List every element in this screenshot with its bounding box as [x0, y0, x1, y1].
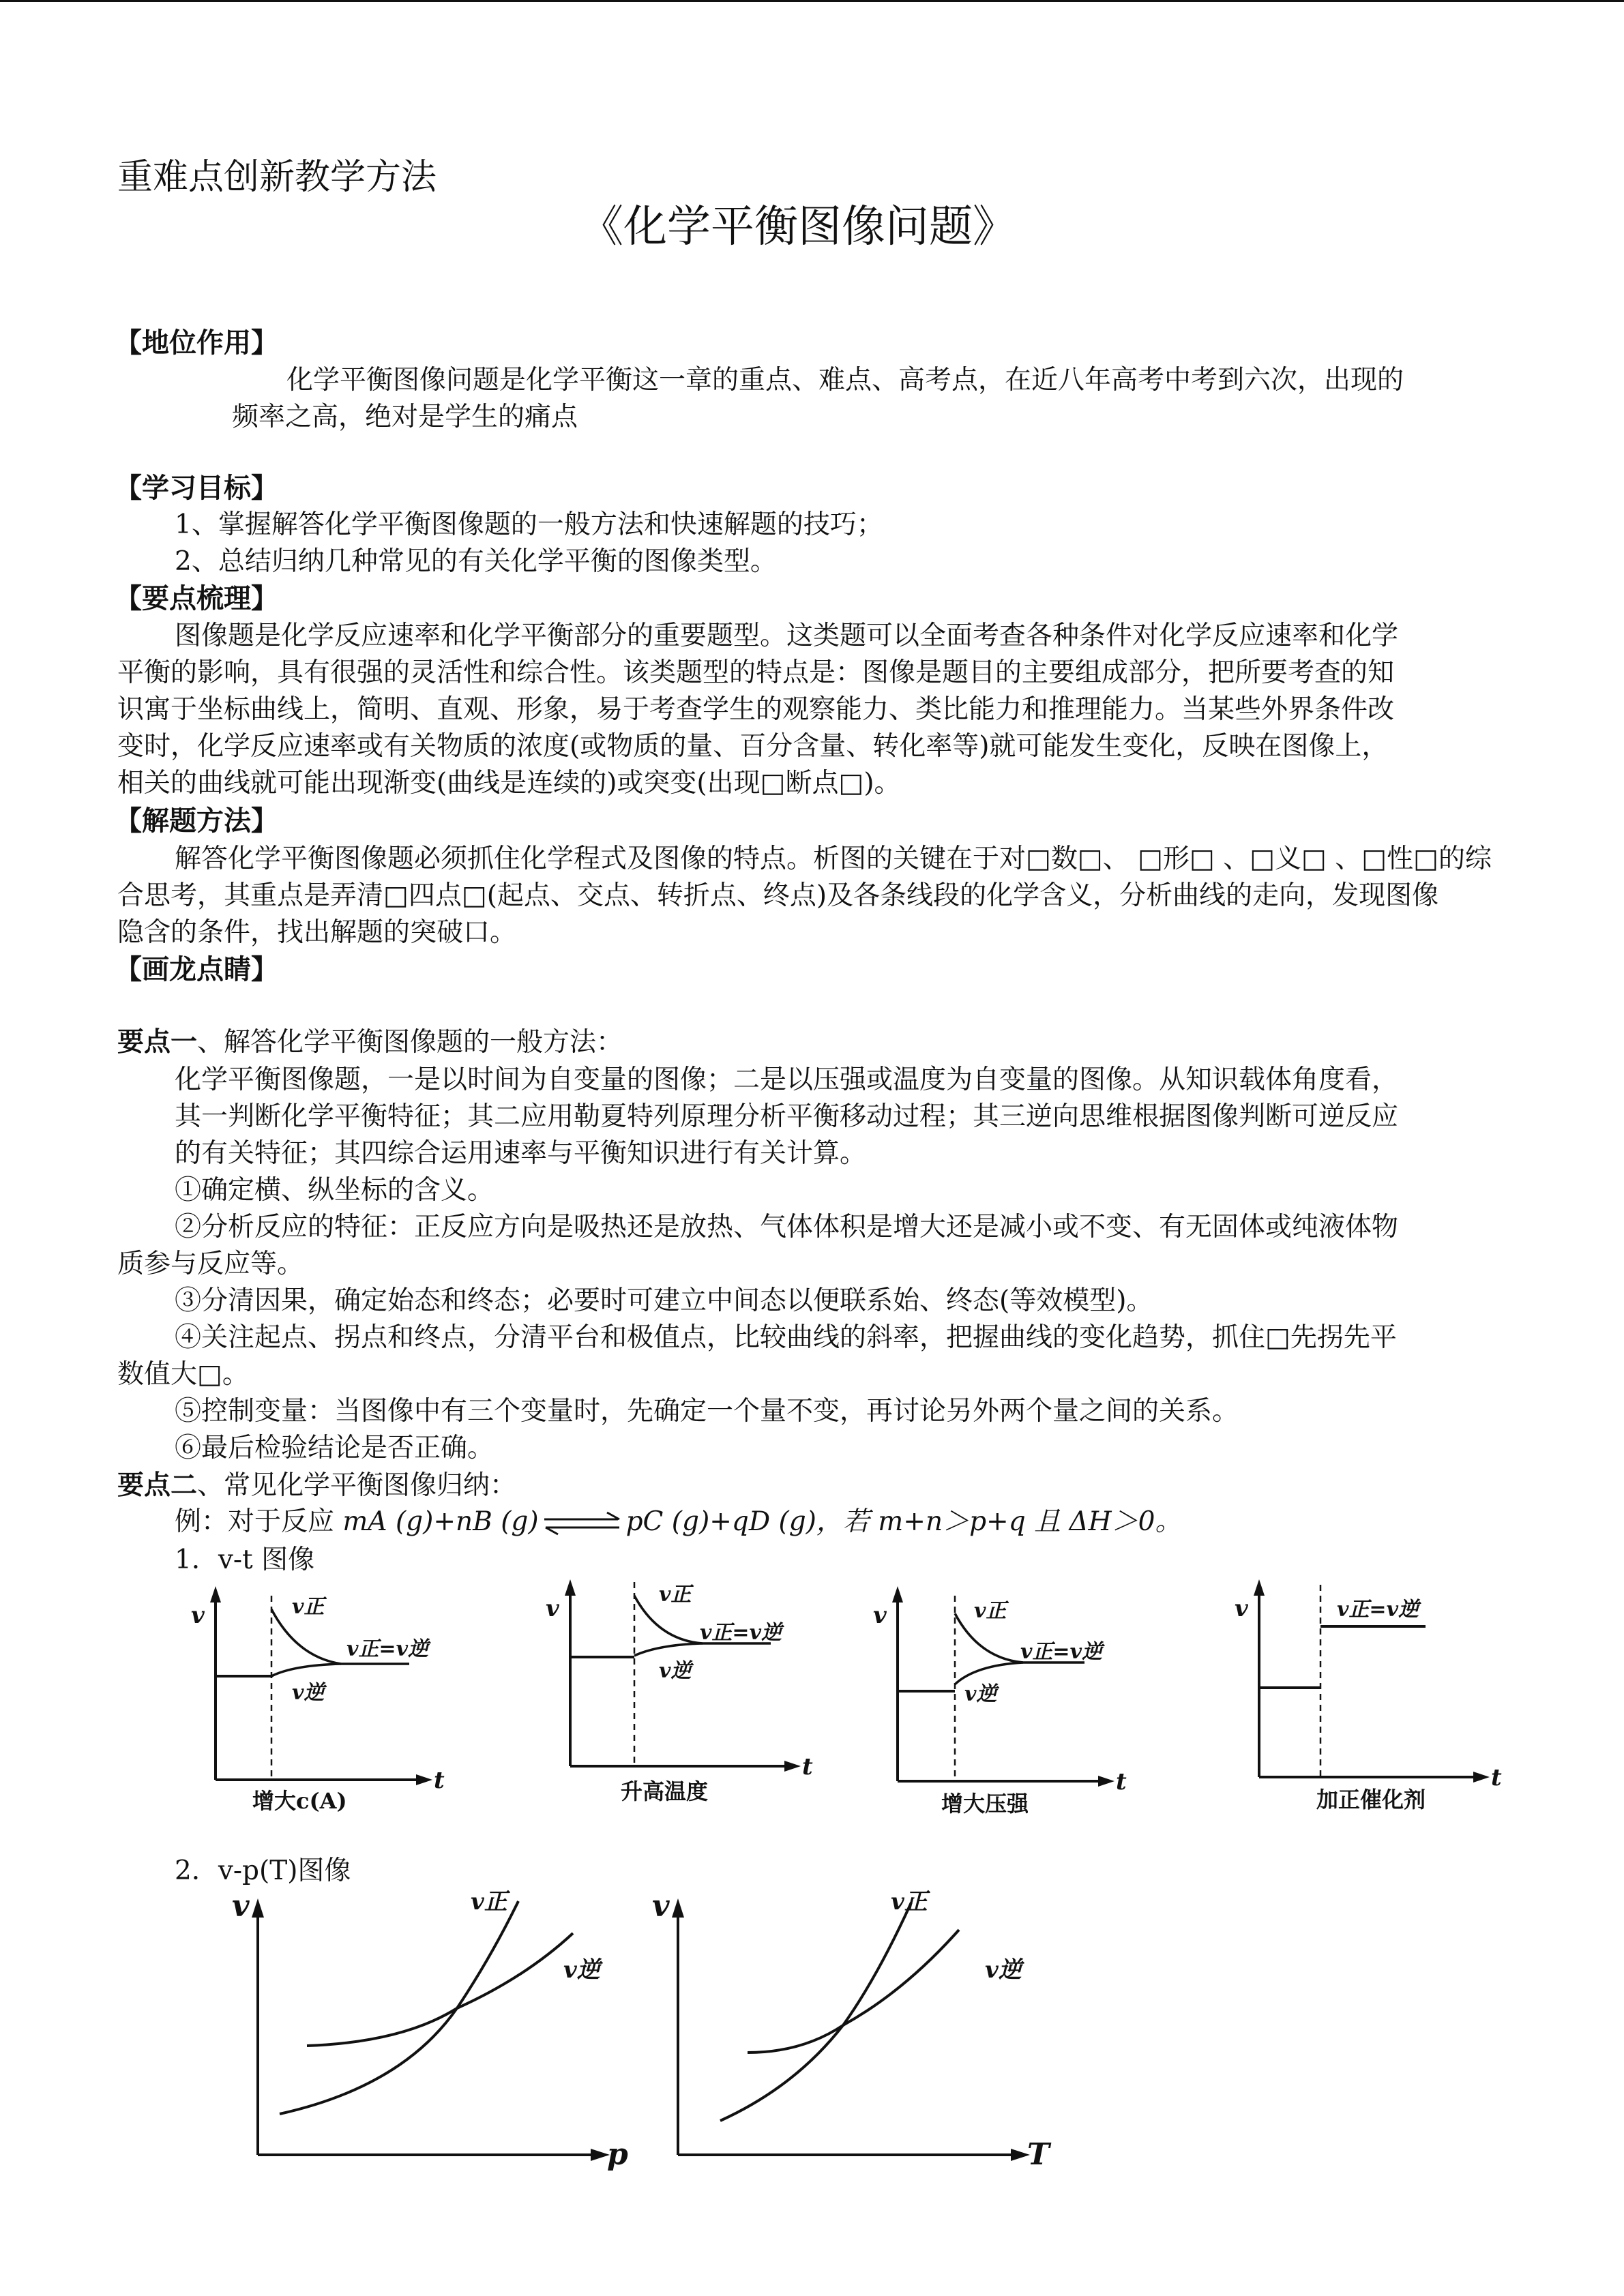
- x-axis-label: t: [434, 1767, 445, 1794]
- v-forward-label: v正: [891, 1888, 928, 1915]
- point2-title: 、常见化学平衡图像归纳：: [197, 1470, 517, 1501]
- series-title: 重难点创新教学方法: [117, 157, 437, 198]
- section-heading-method: 【解题方法】: [115, 805, 278, 837]
- v-reverse-curve: [271, 1664, 341, 1676]
- point2-label: 要点二: [117, 1470, 198, 1501]
- x-axis-arrow-icon: [1098, 1776, 1114, 1787]
- v-reverse-label: v逆: [985, 1956, 1022, 1984]
- x-axis-arrow-icon: [416, 1774, 432, 1785]
- v-reverse-curve: [748, 1930, 959, 2053]
- example-reactants: mA (g)+nB (g): [342, 1506, 539, 1537]
- y-axis-label: v: [873, 1602, 887, 1629]
- v-forward-label: v正: [659, 1583, 692, 1607]
- point1-title: 、解答化学平衡图像题的一般方法：: [197, 1027, 623, 1058]
- top-border: [0, 0, 1624, 2]
- goal-item-2: 2、总结归纳几种常见的有关化学平衡的图像类型。: [175, 546, 777, 577]
- subheading-vp: 2．v-p(T)图像: [175, 1855, 351, 1886]
- method-line-1: 解答化学平衡图像题必须抓住化学程式及图像的特点。析图的关键在于对□数□、 □形□ 、□义□ 、□性□的综: [175, 844, 1492, 874]
- point1-intro-2: 其一判断化学平衡特征；其二应用勒夏特列原理分析平衡移动过程；其三逆向思维根据图像判断可逆反应: [175, 1101, 1399, 1132]
- keypoints-line-3: 识寓于坐标曲线上，简明、直观、形象，易于考查学生的观察能力、类比能力和推理能力。当某些外界条件改: [117, 694, 1395, 725]
- v-reverse-curve: [634, 1643, 703, 1656]
- example-line: [175, 1503, 1181, 1541]
- v-forward-label: v正: [471, 1888, 507, 1915]
- role-line-1: 化学平衡图像问题是化学平衡这一章的重点、难点、高考点，在近八年高考中考到六次，出现的: [286, 365, 1404, 396]
- vp-chart: [225, 1882, 662, 2175]
- y-axis-label: v: [652, 1889, 670, 1924]
- section-heading-dragon: 【画龙点睛】: [115, 953, 278, 985]
- x-axis-arrow-icon: [1473, 1772, 1490, 1783]
- point2-heading: [117, 1466, 516, 1505]
- equal-label: v正=v逆: [700, 1621, 782, 1645]
- y-axis-arrow-icon: [1254, 1579, 1265, 1596]
- v-forward-curve: [720, 1903, 911, 2121]
- y-axis-label: v: [232, 1889, 250, 1924]
- v-reverse-curve: [955, 1663, 1023, 1684]
- y-axis-arrow-icon: [210, 1586, 221, 1602]
- keypoints-line-4: 变时，化学反应速率或有关物质的浓度(或物质的量、百分含量、转化率等)就可能发生变化，反映在图像上，: [117, 731, 1389, 762]
- y-axis-arrow-icon: [252, 1898, 264, 1918]
- section-heading-goals: 【学习目标】: [115, 472, 278, 504]
- vt-chart-4: [1228, 1575, 1514, 1813]
- x-axis-arrow-icon: [784, 1761, 801, 1772]
- caption-3: 增大压强: [941, 1791, 1029, 1817]
- role-line-2: 频率之高，绝对是学生的痛点: [232, 402, 578, 432]
- v-reverse-label: v逆: [964, 1682, 997, 1706]
- x-axis-label: T: [1027, 2137, 1050, 2172]
- point1-step-3: ③分清因果，确定始态和终态；必要时可建立中间态以便联系始、终态(等效模型)。: [175, 1285, 1153, 1316]
- vt-chart-1: [184, 1582, 471, 1814]
- caption-2: 升高温度: [621, 1778, 709, 1804]
- subheading-vt: 1．v-t 图像: [175, 1545, 315, 1575]
- v-forward-curve: [280, 1901, 518, 2114]
- y-axis-label: v: [1235, 1595, 1248, 1622]
- y-axis-label: v: [546, 1595, 559, 1622]
- goal-item-1: 1、掌握解答化学平衡图像题的一般方法和快速解题的技巧；: [175, 509, 883, 540]
- point1-step-4b: 数值大□。: [117, 1359, 249, 1390]
- point1-step-5: ⑤控制变量：当图像中有三个变量时，先确定一个量不变，再讨论另外两个量之间的关系。: [175, 1396, 1239, 1427]
- y-axis-arrow-icon: [892, 1586, 903, 1602]
- equal-label: v正=v逆: [1020, 1640, 1102, 1664]
- x-axis-label: t: [1116, 1768, 1127, 1795]
- point1-step-1: ①确定横、纵坐标的含义。: [175, 1175, 494, 1206]
- page-title: 《化学平衡图像问题》: [580, 202, 1016, 252]
- v-forward-label: v正: [292, 1595, 325, 1619]
- example-prefix: 例：对于反应: [175, 1506, 343, 1537]
- x-axis-label: p: [607, 2137, 628, 2172]
- keypoints-line-1: 图像题是化学反应速率和化学平衡部分的重要题型。这类题可以全面考查各种条件对化学反应速率和化学: [175, 621, 1399, 651]
- point1-step-2b: 质参与反应等。: [117, 1249, 304, 1279]
- method-line-3: 隐含的条件，找出解题的突破口。: [117, 917, 517, 948]
- v-reverse-label: v逆: [292, 1681, 325, 1705]
- section-heading-role: 【地位作用】: [115, 327, 278, 359]
- point1-intro-1: 化学平衡图像题，一是以时间为自变量的图像；二是以压强或温度为自变量的图像。从知识载体角度看，: [175, 1064, 1399, 1095]
- keypoints-line-2: 平衡的影响，具有很强的灵活性和综合性。该类题型的特点是：图像是题目的主要组成部分，把所要考查的知: [117, 657, 1395, 688]
- keypoints-line-5: 相关的曲线就可能出现渐变(曲线是连续的)或突变(出现□断点□)。: [117, 768, 901, 799]
- v-reverse-label: v逆: [563, 1956, 600, 1984]
- point1-step-2: ②分析反应的特征：正反应方向是吸热还是放热、气体体积是增大还是减小或不变、有无固体或纯液体物: [175, 1212, 1399, 1242]
- x-axis-label: t: [1491, 1764, 1502, 1791]
- equal-label: v正=v逆: [346, 1637, 428, 1661]
- v-reverse-label: v逆: [659, 1659, 692, 1683]
- caption-4: 加正催化剂: [1316, 1787, 1426, 1813]
- equilibrium-arrow-icon: [542, 1510, 623, 1537]
- point1-heading: [117, 1023, 623, 1062]
- method-line-2: 合思考，其重点是弄清□四点□(起点、交点、转折点、终点)及各条线段的化学含义，分析曲线的走向，发现图像: [117, 880, 1439, 911]
- point1-step-6: ⑥最后检验结论是否正确。: [175, 1433, 494, 1463]
- x-axis-label: t: [802, 1753, 813, 1780]
- point1-label: 要点一: [117, 1026, 198, 1058]
- vt-chart-2: [539, 1575, 825, 1807]
- y-axis-arrow-icon: [565, 1579, 576, 1596]
- section-heading-keypoints: 【要点梳理】: [115, 582, 278, 614]
- equal-label: v正=v逆: [1337, 1598, 1419, 1622]
- caption-1: 增大c(A): [252, 1788, 347, 1814]
- vt-chart-3: [866, 1582, 1153, 1817]
- y-axis-label: v: [191, 1602, 205, 1629]
- y-axis-arrow-icon: [672, 1898, 684, 1918]
- v-forward-label: v正: [974, 1599, 1007, 1623]
- point1-step-4: ④关注起点、拐点和终点，分清平台和极值点，比较曲线的斜率，把握曲线的变化趋势，抓住□先拐先平: [175, 1322, 1397, 1353]
- vT-chart: [645, 1882, 1082, 2175]
- example-products: pC (g)+qD (g)，若 m+n＞p+q 且 ΔH＞0。: [625, 1506, 1182, 1537]
- point1-intro-3: 的有关特征；其四综合运用速率与平衡知识进行有关计算。: [175, 1138, 867, 1169]
